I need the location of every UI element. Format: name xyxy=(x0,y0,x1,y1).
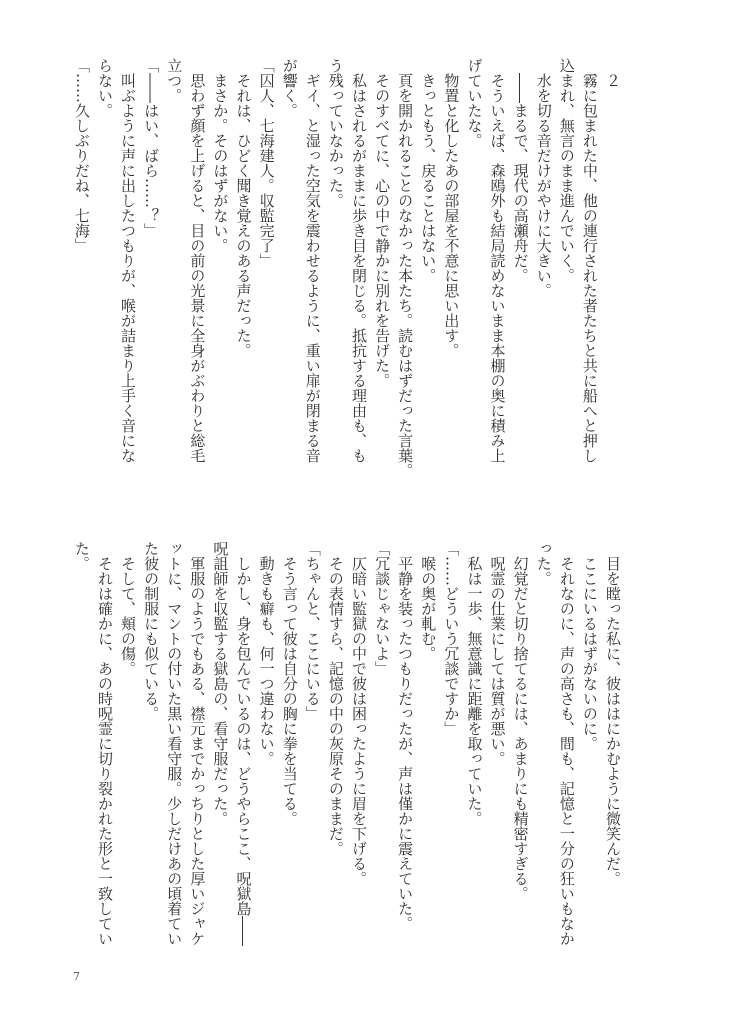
text-line: そういえば、森鴎外も結局読めないまま本棚の奥に積み上 xyxy=(488,58,507,463)
text-line: 霧に包まれた中、他の連行された者たちと共に船へと押し xyxy=(580,58,599,463)
text-line: た彼の制服にも似ている。 xyxy=(142,541,161,721)
text-line: ２ xyxy=(604,58,622,88)
text-line: 叫ぶように声に出したつもりが、喉が詰まり上手く音にな xyxy=(119,58,138,463)
text-line: 頁を開かれることのなかった本たち。読むはずだった言葉。 xyxy=(396,58,415,478)
text-line: ここにいるはずがないのに。 xyxy=(580,541,599,751)
text-line: 「――はい、ばら……？」 xyxy=(142,58,161,238)
text-line: しかし、身を包んでいるのは、どうやらここ、呪獄島―― xyxy=(234,541,253,946)
text-line: それは確かに、あの時呪霊に切り裂かれた形と一致してい xyxy=(95,541,114,946)
text-line: そう言って彼は自分の胸に拳を当てる。 xyxy=(280,541,299,826)
text-line: 呪霊の仕業にしては質が悪い。 xyxy=(488,541,507,766)
text-line: 立つ。 xyxy=(165,58,184,103)
text-line: 物置と化したあの部屋を不意に思い出す。 xyxy=(442,58,461,358)
text-line: 水を切る音だけがやけに大きい。 xyxy=(534,58,553,298)
text-line: 軍服のようでもある、襟元までかっちりとした厚いジャケ xyxy=(188,541,207,946)
text-line: 「……どういう冗談ですか」 xyxy=(442,541,461,736)
text-line: らない。 xyxy=(95,58,114,118)
text-line: その表情すら、記憶の中の灰原そのままだ。 xyxy=(326,541,345,856)
text-line: きっともう、戻ることはない。 xyxy=(419,58,438,283)
text-line: 目を瞠った私に、彼ははにかむように微笑んだ。 xyxy=(604,541,622,886)
text-line: が響く。 xyxy=(280,58,299,118)
text-line: 喉の奥が軋む。 xyxy=(419,541,438,661)
text-line: 私は一歩、無意識に距離を取っていた。 xyxy=(465,541,484,826)
text-line: 動きも癖も、何一つ違わない。 xyxy=(257,541,276,766)
text-line: った。 xyxy=(534,541,553,586)
text-line: げていたな。 xyxy=(465,58,484,148)
text-line: 平静を装ったつもりだったが、声は僅かに震えていた。 xyxy=(396,541,415,931)
page-number: 7 xyxy=(73,970,80,983)
text-block-top xyxy=(70,58,624,478)
text-line: それは、ひどく聞き覚えのある声だった。 xyxy=(234,58,253,358)
text-line: 呪詛師を収監する獄島の、看守服だった。 xyxy=(211,541,230,826)
text-line: それなのに、声の高さも、間も、記憶と一分の狂いもなか xyxy=(557,541,576,946)
text-line: 思わず顔を上げると、目の前の光景に全身がぶわりと総毛 xyxy=(188,58,207,463)
text-line: 「ちゃんと、ここにいる」 xyxy=(303,541,322,721)
text-line: ギイ、と湿った空気を震わせるように、重い扉が閉まる音 xyxy=(303,58,322,463)
text-line: 「……久しぶりだね、七海」 xyxy=(72,58,91,253)
text-line: 仄暗い監獄の中で彼は困ったように眉を下げる。 xyxy=(349,541,368,886)
text-line: まさか。そのはずがない。 xyxy=(211,58,230,253)
text-line: う残っていなかった。 xyxy=(326,58,345,208)
text-line: 「囚人、七海建人。収監完了」 xyxy=(257,58,276,268)
text-line: 幻覚だと切り捨てるには、あまりにも精密すぎる。 xyxy=(511,541,530,901)
text-line: 「冗談じゃないよ」 xyxy=(373,541,392,676)
text-block-bottom xyxy=(70,541,624,951)
text-line: ットに、マントの付いた黒い看守服。少しだけあの頃着てい xyxy=(165,541,184,946)
text-line: そして、頬の傷。 xyxy=(119,541,138,676)
text-line: 私はされるがままに歩き目を閉じる。抵抗する理由も、も xyxy=(349,58,368,463)
text-line: ――まるで、現代の高瀬舟だ。 xyxy=(511,58,530,283)
text-line: た。 xyxy=(72,541,91,571)
text-line: 込まれ、無言のまま進んでいく。 xyxy=(557,58,576,283)
text-line: そのすべてに、心の中で静かに別れを告げた。 xyxy=(373,58,392,388)
